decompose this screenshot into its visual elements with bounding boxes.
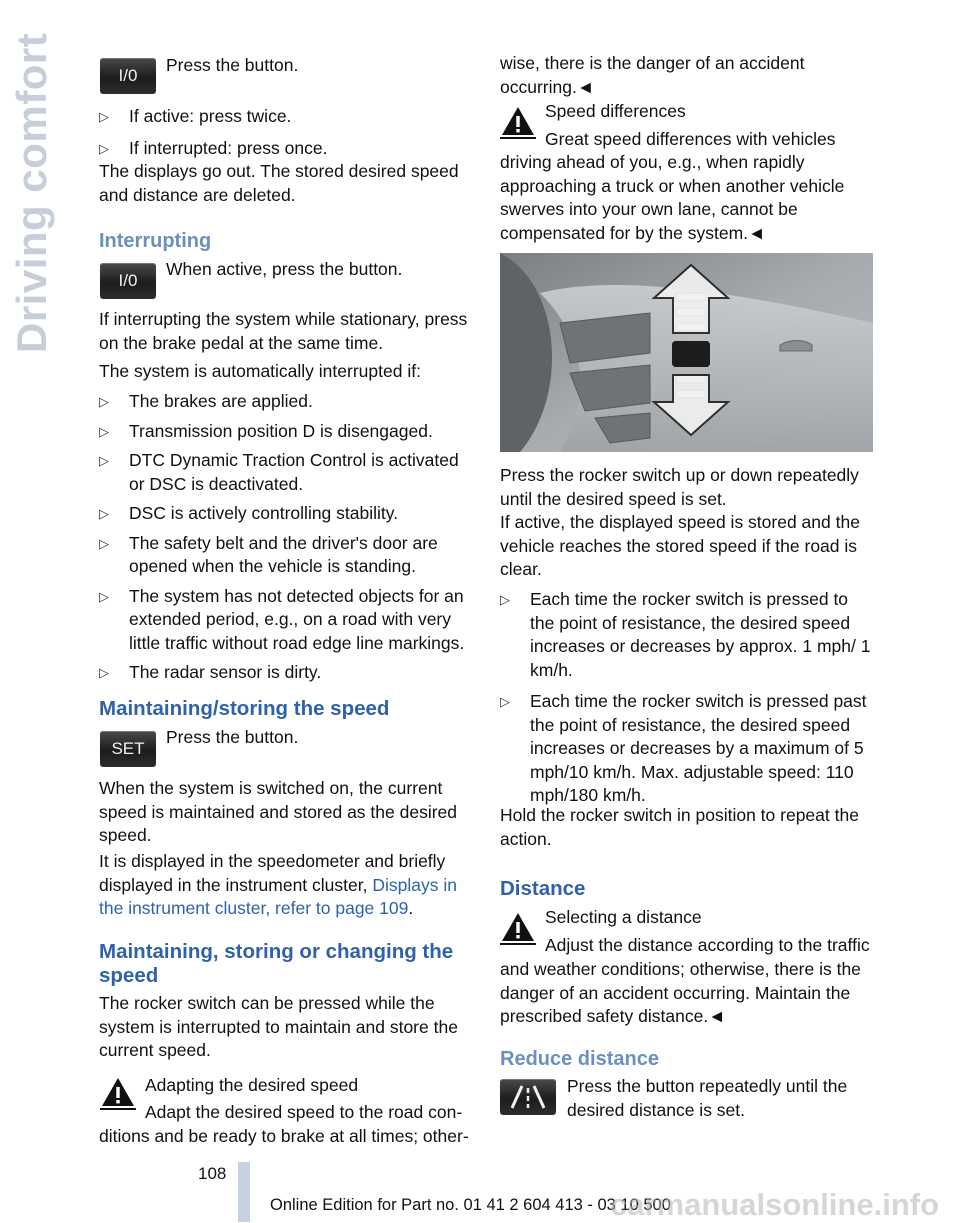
list-item: ▷ The safety belt and the driver's door are opened when the vehicle is standing. <box>99 532 438 576</box>
rocker-list <box>500 588 876 808</box>
triangle-bullet-icon: ▷ <box>99 535 109 551</box>
warning-continuation: wise, there is the danger of an accident occurring.◄ <box>500 53 805 97</box>
section-side-title: Driving comfort <box>8 32 55 353</box>
deactivate-list <box>99 105 475 160</box>
footer-edition-text: Online Edition for Part no. 01 41 2 604 413 - 03 10 500 <box>270 1196 671 1214</box>
distance-heading: Distance <box>500 877 586 900</box>
list-item: ▷ Transmission position D is disengaged. <box>99 420 475 444</box>
triangle-bullet-icon: ▷ <box>99 109 109 124</box>
triangle-bullet-icon: ▷ <box>99 506 109 521</box>
changing-heading: Maintaining, storing or changing the speed <box>99 940 454 987</box>
displayed-text: It is displayed in the speedometer and briefly displayed in the instrument cluster, Displays in the instrument cluster, refer to page 109. <box>99 851 457 918</box>
list-item: ▷ The brakes are applied. <box>99 390 475 414</box>
list-item: ▷ If active: press twice. <box>99 105 475 129</box>
list-item: ▷ DTC Dynamic Traction Control is activated or DSC is deactivated. <box>99 450 459 494</box>
rocker-switch-photo <box>500 253 873 452</box>
list-item: ▷ Each time the rocker switch is pressed past the point of resistance, the desired speed increases or decreases by a maximum of 5 mph/10 km/h. Max. adjustable speed: 110 mph/180 km/h. <box>500 691 867 805</box>
set-press-text: Press the button. <box>166 727 299 747</box>
stationary-text: If interrupting the system while stationary, press on the brake pedal at the same time. <box>99 309 468 353</box>
if-active-text: If active, the displayed speed is stored and the vehicle reaches the stored speed if the road is clear. <box>500 512 860 579</box>
warning-title: Speed differences <box>545 101 686 121</box>
list-item: ▷ The radar sensor is dirty. <box>99 661 475 685</box>
list-item: ▷ The system has not detected objects for an extended period, e.g., on a road with very little traffic without road edge line markings. <box>99 585 465 653</box>
onoff-button-icon: I/0 <box>100 263 156 299</box>
press-button-text: Press the button. <box>166 55 299 75</box>
distance-button-icon <box>500 1079 556 1115</box>
reduce-distance-text: Press the button repeatedly until the desired distance is set. <box>567 1076 848 1120</box>
auto-interrupted-text: The system is automatically interrupted if: <box>99 361 421 381</box>
watermark: carmanualsonline.info <box>610 1187 940 1222</box>
page-number: 108 <box>198 1164 227 1183</box>
warning-first-line: Great speed differences with vehicles <box>545 129 836 149</box>
warning-first-line: Adapt the desired speed to the road con- <box>145 1102 463 1122</box>
interrupting-heading: Interrupting <box>99 230 212 252</box>
steering-wheel-illustration <box>500 253 873 452</box>
distance-road-icon <box>508 1084 548 1110</box>
warning-triangle-icon <box>500 105 536 139</box>
maintaining-heading: Maintaining/storing the speed <box>99 697 390 720</box>
warning-title: Adapting the desired speed <box>145 1075 359 1095</box>
warning-body: and weather conditions; otherwise, there is the danger of an accident occurring. Maintain the prescribed safety distance.◄ <box>500 959 861 1026</box>
reduce-distance-heading: Reduce distance <box>500 1048 659 1070</box>
hold-text: Hold the rocker switch in position to repeat the action. <box>500 805 859 849</box>
when-active-text: When active, press the button. <box>166 259 403 279</box>
displays-out-text: The displays go out. The stored desired speed and distance are deleted. <box>99 161 459 205</box>
triangle-bullet-icon: ▷ <box>99 140 109 156</box>
triangle-bullet-icon: ▷ <box>99 453 109 468</box>
list-item: ▷ DSC is actively controlling stability. <box>99 502 475 526</box>
warning-body: ditions and be ready to brake at all times; other- <box>99 1126 469 1146</box>
onoff-button-icon: I/0 <box>100 58 156 94</box>
list-item: ▷ If interrupted: press once. <box>99 137 475 161</box>
warning-triangle-icon <box>100 1076 136 1110</box>
warning-triangle-icon <box>500 911 536 945</box>
triangle-bullet-icon: ▷ <box>99 588 109 604</box>
warning-body: driving ahead of you, e.g., when rapidly approaching a truck or when another vehicle swerves into your own lane, cannot be compensated for by the system.◄ <box>500 152 845 243</box>
warning-first-line: Adjust the distance according to the traffic <box>545 935 870 955</box>
switched-on-text: When the system is switched on, the current speed is maintained and stored as the desired speed. <box>99 778 458 845</box>
triangle-bullet-icon: ▷ <box>500 592 510 607</box>
warning-title: Selecting a distance <box>545 907 702 927</box>
rocker-press-text: Press the rocker switch up or down repeatedly until the desired speed is set. <box>500 465 859 509</box>
page-reference-link[interactable]: Displays in the instrument cluster, refer to page 109 <box>99 874 457 918</box>
list-item: ▷ Each time the rocker switch is pressed to the point of resistance, the desired speed increases or decreases by approx. 1 mph/ 1 km/h. <box>500 589 871 680</box>
triangle-bullet-icon: ▷ <box>500 694 510 709</box>
rocker-interrupted-text: The rocker switch can be pressed while the system is interrupted to maintain and store the current speed. <box>99 993 458 1060</box>
footer-divider <box>238 1162 250 1222</box>
set-button-icon: SET <box>100 731 156 767</box>
triangle-bullet-icon: ▷ <box>99 423 109 439</box>
triangle-bullet-icon: ▷ <box>99 394 109 409</box>
auto-interrupt-list <box>99 390 475 685</box>
triangle-bullet-icon: ▷ <box>99 665 109 680</box>
